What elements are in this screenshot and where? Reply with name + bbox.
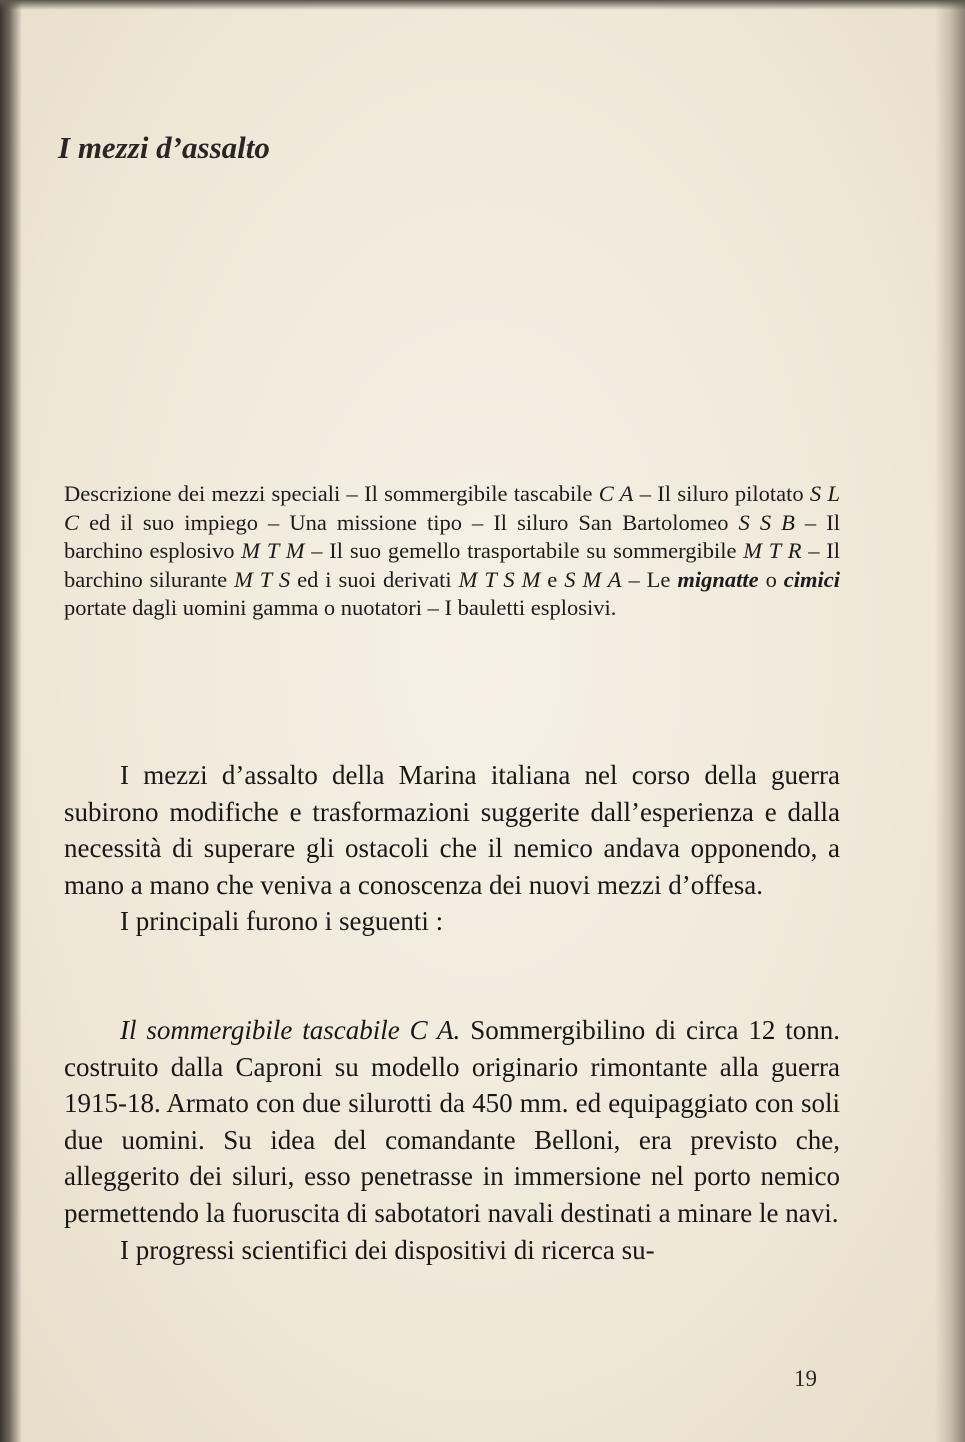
summary-text: – Il barchino esplosivo [64, 509, 840, 563]
summary-text: – Il suo gemello trasportabile su sommergibile [304, 538, 744, 563]
summary-sigla: C A [598, 481, 634, 506]
summary-text: portate dagli uomini gamma o nuotatori – I bauletti esplosivi. [64, 595, 617, 620]
body-block-1 [64, 757, 840, 940]
body-block-2 [64, 1012, 840, 1268]
summary-sigla: S L C [64, 481, 840, 535]
summary-text: – Il barchino silurante [64, 538, 841, 592]
page-right-shadow [935, 0, 965, 1442]
paragraph-1: I mezzi d’assalto della Marina italiana nel corso della guerra subirono modifiche e trasformazioni suggerite dall’esperienza e dalla necessità di superare gli ostacoli che il nemico andava opponendo, a mano a mano che veniva a conoscenza dei nuovi mezzi d’offesa. [64, 760, 840, 900]
summary-text: Descrizione dei mezzi speciali – Il sommergibile tascabile [64, 481, 599, 506]
page-left-shadow [0, 0, 22, 1442]
summary-emphasis: cimici [783, 566, 841, 592]
paragraph-2: I principali furono i seguenti : [120, 906, 444, 937]
running-head: I mezzi d’assalto [58, 130, 270, 165]
paragraph-3-title: Il sommergibile tascabile C A. [120, 1015, 461, 1045]
summary-sigla: M T R [743, 538, 802, 563]
paragraph-3 [64, 1012, 840, 1232]
summary-sigla: M T S M [458, 566, 541, 592]
summary-text: – Le [621, 566, 678, 592]
summary-text: e [540, 566, 565, 592]
summary-text: – Il siluro pilotato [633, 481, 810, 506]
paragraph-3-text: Sommergibilino di circa 12 tonn. costruito dalla Caproni su modello originario rimontante alla guerra 1915-18. Armato con due silurotti da 450 mm. ed equipaggiato con soli due uomini. Su idea del comandante Belloni, era previsto che, alleggerito dei siluri, esso penetrasse in immersione nel porto nemico permettendo la fuoruscita di sabotatori navali destinati a minare le navi. [64, 1015, 841, 1228]
chapter-summary [64, 480, 840, 623]
summary-emphasis: mignatte [677, 566, 759, 592]
page-top-shadow [0, 0, 965, 10]
page-number: 19 [794, 1366, 817, 1391]
summary-text: o [758, 566, 784, 592]
summary-text: ed il suo impiego – Una missione tipo – Il siluro San Bartolomeo [79, 509, 739, 535]
summary-sigla: M T M [241, 538, 305, 563]
summary-sigla: S S B [738, 509, 795, 535]
paragraph-4: I progressi scientifici dei dispositivi di ricerca su- [120, 1234, 655, 1265]
summary-sigla: M T S [234, 566, 291, 592]
summary-text: ed i suoi derivati [290, 566, 459, 592]
summary-sigla: S M A [564, 566, 622, 592]
